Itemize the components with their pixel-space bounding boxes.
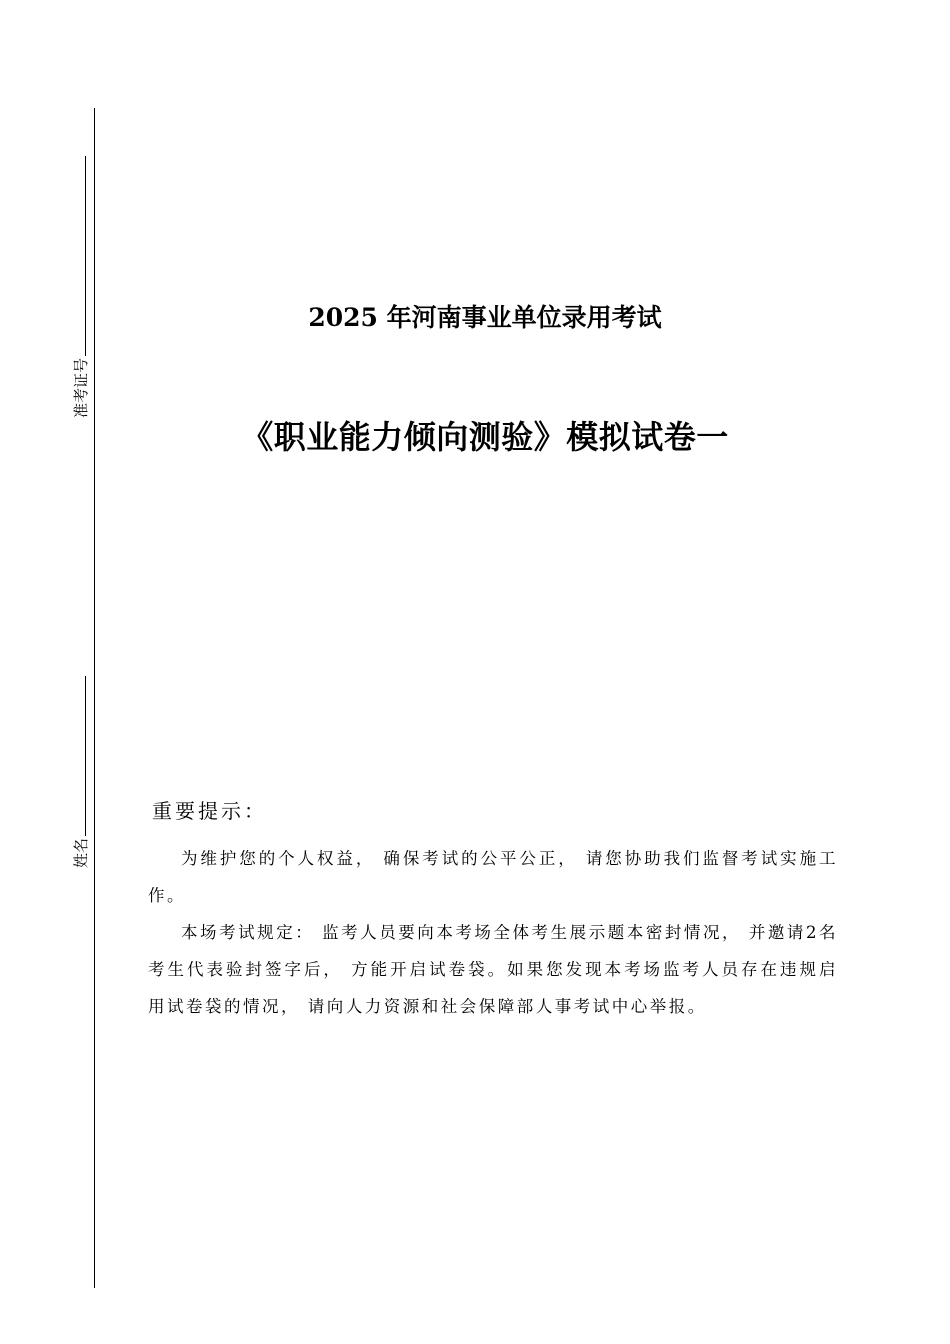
paper-title: 《职业能力倾向测验》模拟试卷一 [241,418,729,456]
exam-number-field [70,156,91,418]
name-blank[interactable] [84,676,86,836]
notice-paragraph: 为维护您的个人权益， 确保考试的公平公正， 请您协助我们监督考试实施工作。 [148,849,838,905]
notice-body [148,840,838,1025]
name-field [70,676,91,868]
notice-paragraph: 本场考试规定： 监考人员要向本考场全体考生展示题本密封情况， 并邀请2名考生代表验封签字后， 方能开启试卷袋。如果您发现本考场监考人员存在违规启用试卷袋的情况， 请向人力资源和社会保障部人事考试中心举报。 [148,923,838,1016]
exam-year-title: 2025 年河南事业单位录用考试 [308,303,662,332]
binding-line [94,108,95,1288]
exam-number-label: 准考证号 [72,357,90,418]
notice-heading: 重要提示： [152,799,267,823]
name-label: 姓名 [72,837,90,868]
